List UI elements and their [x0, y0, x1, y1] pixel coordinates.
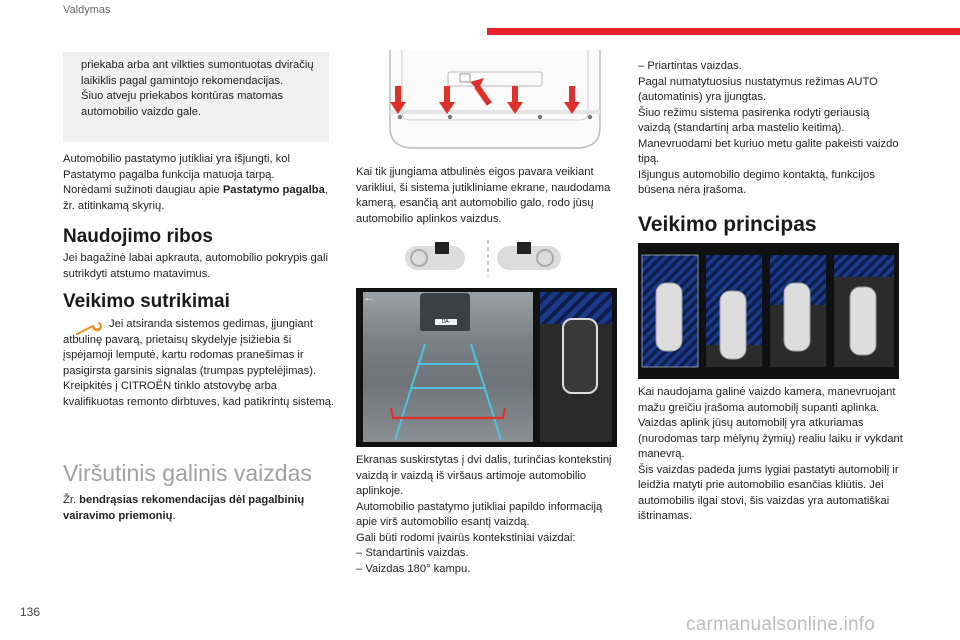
top-rear-view-text: Žr. bendrąsias rekomendacijas dėl pagalbinių vairavimo priemonių. — [63, 494, 305, 522]
car-top-outline — [562, 318, 598, 394]
heading-operating-principle: Veikimo principas — [638, 213, 817, 236]
malfunctions-text: Jei atsiranda sistemos gedimas, įjungiant atbulinę pavarą, prietaisų skydelyje įsižiebia ši įspėjamoji lemputė, kartu rodomas pranešimas ir pasigirsta garsinis signalas (trumpas pyptelėjimas). Kreipkitės į CITROËN tinklo atstovybę arba kvalifikuotas remonto dirbtuves, kad patikrintų sistemą. — [63, 318, 335, 408]
heading-usage-limits: Naudojimo ribos — [63, 226, 213, 247]
general-recommendations-link: bendrąsias rekomendacijas dėl pagalbinių vairavimo priemonių — [63, 494, 305, 522]
usage-limits-text: Jei bagažinė labai apkrauta, automobilio pokrypis gali sutrikdyti atstumo matavimus. — [63, 252, 328, 280]
sequence-top-views — [638, 243, 899, 379]
note-box: priekaba arba ant vilkties sumontuotas dviračių laikiklis pagal gamintojo rekomendacijas. Šiuo atveju priekabos kontūras matomas automobilio vaizdo gale. — [63, 52, 329, 142]
heading-top-rear-view: Viršutinis galinis vaizdas — [63, 460, 312, 486]
section-header: Valdymas — [63, 4, 111, 16]
view-modes-text: – Priartintas vaizdas. Pagal numatytuosius nustatymus režimas AUTO (automatinis) yra įjungtas. Šiuo režimu sistema pasirenka rodyti geriausią vaizdą (standartinį arba mastelio keitimą). Manevruodami bet kuriuo metu galite pakeisti vaizdo tipą. Išjungus automobilio degimo kontaktą, funkcijos būsena nėra įrašoma. — [638, 60, 899, 196]
park-assist-link: Pastatymo pagalba — [222, 184, 325, 196]
back-arrow-icon[interactable]: ← — [363, 290, 375, 304]
view-mode-icons — [405, 240, 575, 280]
parking-sensors-paragraph: Automobilio pastatymo jutikliai yra išjungti, kol Pastatymo pagalba funkcija matuoja tarpą. Norėdami sužinoti daugiau apie Pastatymo pagalba, žr. atitinkamą skyrių. — [63, 153, 328, 212]
vehicle-rear-camera-illustration — [380, 50, 610, 155]
heading-malfunctions: Veikimo sutrikimai — [63, 291, 230, 312]
operating-principle-illustration — [638, 243, 899, 379]
accent-bar — [487, 28, 960, 35]
parking-guidelines — [363, 292, 533, 442]
watermark: carmanualsonline.info — [686, 614, 876, 635]
operating-principle-text: Kai naudojama galinė vaizdo kamera, manevruojant mažu greičiu įrašoma automobilį supanti aplinka. Vaizdas aplink jūsų automobilį yra atkuriamas (nurodomas tarp mėlynų žymių) realiu laiku ir vykdant manevrą. Šis vaizdas padeda jums lygiai pastatyti automobilį ir leidžia matyti prie automobilio esančias kliūtis. Jei automobilis ilgai stovi, šis vaizdas yra automatiškai ištrinamas. — [638, 386, 903, 522]
camera-intro-text: Kai tik įjungiama atbulinės eigos pavara veikiant varikliui, ši sistema jutikliniame ekrane, naudodama kamerą, esančią ant automobilio galo, rodo jūsų automobilio aplinkos vaizdus. — [356, 166, 611, 225]
license-plate: DA- — [435, 319, 457, 325]
display-description: Ekranas suskirstytas į dvi dalis, turinčias kontekstinį vaizdą ir vaizdą iš viršaus artimoje automobilio aplinkoje. Automobilio pastatymo jutikliai papildo informaciją apie virš automobilio esantį vaizdą. Gali būti rodomi įvairūs kontekstiniai vaizdai: – Standartinis vaizdas. – Vaizdas 180° kampu. — [356, 454, 612, 575]
page-number: 136 — [20, 605, 41, 619]
